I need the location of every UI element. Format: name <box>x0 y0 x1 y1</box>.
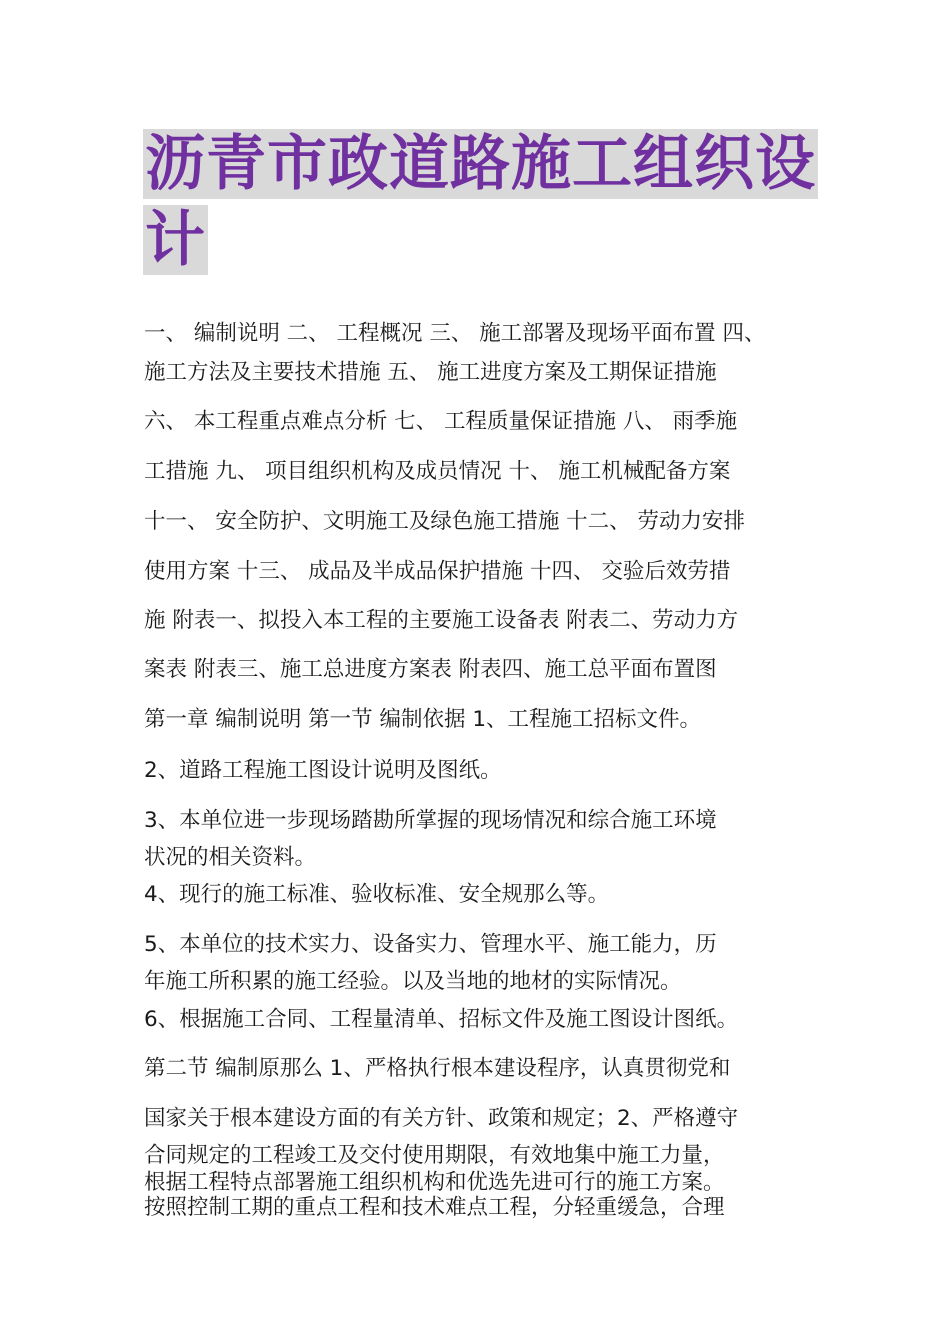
body-line: 一、 编制说明 二、 工程概况 三、 施工部署及现场平面布置 四、 <box>144 321 766 346</box>
body-line: 根据工程特点部署施工组织机构和优选先进可行的施工方案。 <box>144 1170 725 1195</box>
body-line: 十一、 安全防护、文明施工及绿色施工措施 十二、 劳动力安排 <box>144 509 746 534</box>
body-line: 六、 本工程重点难点分析 七、 工程质量保证措施 八、 雨季施 <box>144 409 738 434</box>
body-line: 使用方案 十三、 成品及半成品保护措施 十四、 交验后效劳措 <box>144 559 731 584</box>
body-line: 案表 附表三、施工总进度方案表 附表四、施工总平面布置图 <box>144 657 717 682</box>
document-title <box>143 126 823 278</box>
body-line: 5、本单位的技术实力、设备实力、管理水平、施工能力，历 <box>144 932 717 957</box>
body-line: 按照控制工期的重点工程和技术难点工程，分轻重缓急，合理 <box>144 1195 725 1220</box>
body-line: 4、现行的施工标准、验收标准、安全规那么等。 <box>144 882 610 907</box>
body-line: 第一章 编制说明 第一节 编制依据 1、工程施工招标文件。 <box>144 707 702 732</box>
body-line: 施 附表一、拟投入本工程的主要施工设备表 附表二、劳动力方 <box>144 608 739 633</box>
title-line-1: 沥青市政道路施工组织设 <box>145 129 816 199</box>
body-line: 6、根据施工合同、工程量清单、招标文件及施工图设计图纸。 <box>144 1007 739 1032</box>
body-line: 施工方法及主要技术措施 五、 施工进度方案及工期保证措施 <box>144 360 717 385</box>
body-line: 3、本单位进一步现场踏勘所掌握的现场情况和综合施工环境 <box>144 808 717 833</box>
body-line: 年施工所积累的施工经验。以及当地的地材的实际情况。 <box>144 969 682 994</box>
body-line: 国家关于根本建设方面的有关方针、政策和规定；2、严格遵守 <box>144 1106 739 1131</box>
body-line: 2、道路工程施工图设计说明及图纸。 <box>144 758 502 783</box>
title-line-2: 计 <box>145 205 206 275</box>
body-line: 第二节 编制原那么 1、严格执行根本建设程序，认真贯彻党和 <box>144 1056 731 1081</box>
body-line: 工措施 九、 项目组织机构及成员情况 十、 施工机械配备方案 <box>144 459 731 484</box>
body-line: 状况的相关资料。 <box>144 845 317 870</box>
body-line: 合同规定的工程竣工及交付使用期限，有效地集中施工力量， <box>144 1143 725 1168</box>
